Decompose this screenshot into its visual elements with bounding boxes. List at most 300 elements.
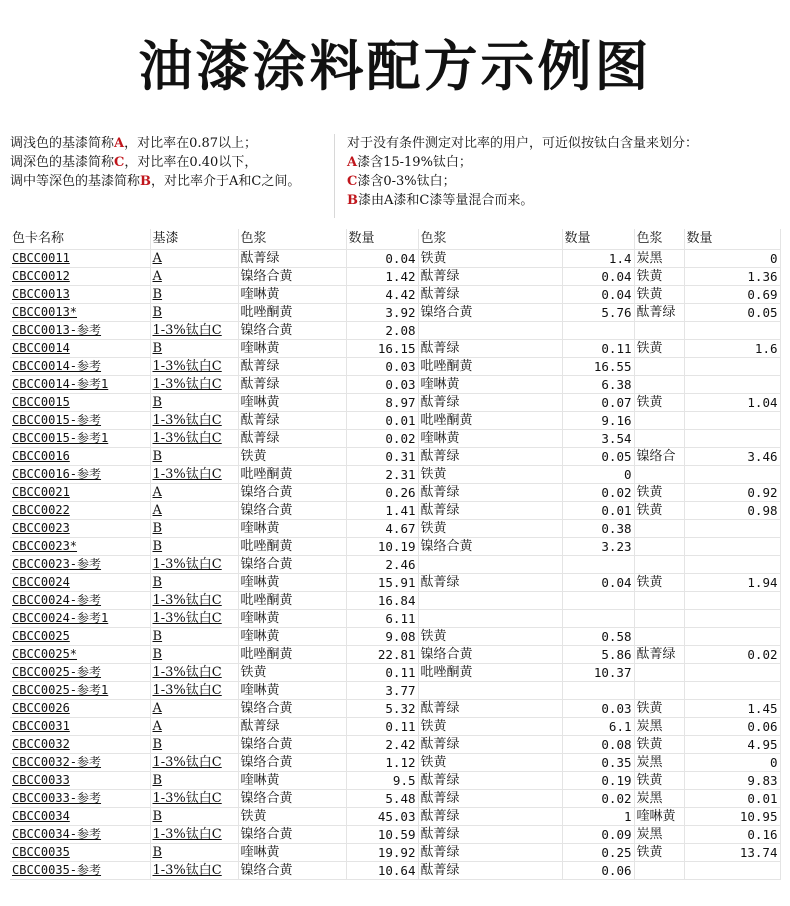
note-mark: A — [347, 155, 358, 170]
card-name-cell[interactable]: CBCC0025 — [10, 627, 150, 645]
base-cell: 1-3%钛白C — [150, 411, 238, 429]
col-header-paste-2: 色浆 — [418, 229, 562, 249]
qty-2-cell: 0.25 — [562, 843, 634, 861]
qty-1-cell: 0.11 — [346, 663, 418, 681]
base-cell: 1-3%钛白C — [150, 555, 238, 573]
table-row — [10, 411, 780, 429]
qty-1-cell: 0.02 — [346, 429, 418, 447]
paste-1-cell: 镍络合黄 — [238, 321, 346, 339]
qty-2-cell — [562, 681, 634, 699]
paste-2-cell: 铁黄 — [418, 249, 562, 267]
qty-1-cell: 4.42 — [346, 285, 418, 303]
paste-2-cell — [418, 609, 562, 627]
base-cell: B — [150, 339, 238, 357]
paste-2-cell: 酞菁绿 — [418, 267, 562, 285]
note-text: ，对比率在0.87以上； — [124, 136, 258, 151]
base-cell: B — [150, 645, 238, 663]
paste-1-cell: 酞菁绿 — [238, 357, 346, 375]
base-cell: 1-3%钛白C — [150, 681, 238, 699]
table-row — [10, 843, 780, 861]
qty-3-cell: 0 — [684, 753, 780, 771]
paste-1-cell: 喹啉黄 — [238, 843, 346, 861]
qty-1-cell: 0.04 — [346, 249, 418, 267]
paste-2-cell: 镍络合黄 — [418, 537, 562, 555]
base-cell: A — [150, 249, 238, 267]
qty-3-cell: 3.46 — [684, 447, 780, 465]
qty-3-cell — [684, 609, 780, 627]
paste-3-cell: 镍络合 — [634, 447, 684, 465]
paste-1-cell: 吡唑酮黄 — [238, 591, 346, 609]
paste-3-cell: 铁黄 — [634, 501, 684, 519]
card-name-cell[interactable]: CBCC0013-参考 — [10, 321, 150, 339]
base-cell: 1-3%钛白C — [150, 465, 238, 483]
table-row — [10, 519, 780, 537]
qty-1-cell: 45.03 — [346, 807, 418, 825]
paste-3-cell — [634, 555, 684, 573]
note-text: ，对比率介于A和C之间。 — [151, 174, 301, 189]
paste-2-cell: 镍络合黄 — [418, 645, 562, 663]
card-name-cell[interactable]: CBCC0022 — [10, 501, 150, 519]
qty-3-cell — [684, 663, 780, 681]
table-header-row — [10, 229, 780, 249]
table-row — [10, 771, 780, 789]
qty-3-cell: 1.36 — [684, 267, 780, 285]
paste-3-cell: 铁黄 — [634, 735, 684, 753]
paste-1-cell: 镍络合黄 — [238, 699, 346, 717]
qty-1-cell: 0.26 — [346, 483, 418, 501]
qty-3-cell: 0.92 — [684, 483, 780, 501]
paste-3-cell — [634, 519, 684, 537]
paste-3-cell: 炭黑 — [634, 825, 684, 843]
paste-3-cell: 炭黑 — [634, 753, 684, 771]
paste-3-cell — [634, 609, 684, 627]
qty-2-cell: 16.55 — [562, 357, 634, 375]
col-header-qty-1: 数量 — [346, 229, 418, 249]
table-row — [10, 825, 780, 843]
qty-1-cell: 0.03 — [346, 357, 418, 375]
qty-3-cell — [684, 555, 780, 573]
paste-1-cell: 吡唑酮黄 — [238, 465, 346, 483]
note-line — [347, 134, 780, 153]
qty-2-cell: 5.76 — [562, 303, 634, 321]
base-cell: 1-3%钛白C — [150, 663, 238, 681]
paste-2-cell: 吡唑酮黄 — [418, 411, 562, 429]
paste-3-cell — [634, 465, 684, 483]
qty-2-cell: 0.35 — [562, 753, 634, 771]
note-text: 调浅色的基漆简称 — [10, 136, 115, 151]
qty-2-cell: 0.09 — [562, 825, 634, 843]
paste-3-cell: 炭黑 — [634, 789, 684, 807]
table-row — [10, 483, 780, 501]
base-cell: B — [150, 735, 238, 753]
table-row — [10, 789, 780, 807]
paste-3-cell — [634, 861, 684, 879]
qty-1-cell: 9.5 — [346, 771, 418, 789]
paste-2-cell: 酞菁绿 — [418, 699, 562, 717]
qty-2-cell: 6.38 — [562, 375, 634, 393]
card-name-cell[interactable]: CBCC0023-参考 — [10, 555, 150, 573]
qty-1-cell: 16.84 — [346, 591, 418, 609]
col-header-qty-2: 数量 — [562, 229, 634, 249]
paste-1-cell: 喹啉黄 — [238, 519, 346, 537]
qty-2-cell: 0.04 — [562, 285, 634, 303]
table-row — [10, 699, 780, 717]
table-row — [10, 645, 780, 663]
paste-1-cell: 镍络合黄 — [238, 825, 346, 843]
card-name-cell[interactable]: CBCC0025-参考 — [10, 663, 150, 681]
table-row — [10, 591, 780, 609]
paste-3-cell — [634, 321, 684, 339]
base-cell: 1-3%钛白C — [150, 609, 238, 627]
base-cell: 1-3%钛白C — [150, 429, 238, 447]
col-header-qty-3: 数量 — [684, 229, 780, 249]
note-line — [347, 172, 780, 191]
paste-2-cell: 铁黄 — [418, 465, 562, 483]
card-name-cell[interactable]: CBCC0035-参考 — [10, 861, 150, 879]
base-cell: A — [150, 699, 238, 717]
note-text: 漆含0-3%钛白； — [357, 174, 456, 189]
paste-1-cell: 喹啉黄 — [238, 393, 346, 411]
qty-3-cell: 0.05 — [684, 303, 780, 321]
card-name-cell[interactable]: CBCC0016-参考 — [10, 465, 150, 483]
card-name-cell[interactable]: CBCC0015 — [10, 393, 150, 411]
table-row — [10, 285, 780, 303]
card-name-cell[interactable]: CBCC0033-参考 — [10, 789, 150, 807]
paste-3-cell — [634, 681, 684, 699]
col-header-card-name: 色卡名称 — [10, 229, 150, 249]
card-name-cell[interactable]: CBCC0021 — [10, 483, 150, 501]
paste-1-cell: 喹啉黄 — [238, 573, 346, 591]
card-name-cell[interactable]: CBCC0011 — [10, 249, 150, 267]
paste-3-cell — [634, 357, 684, 375]
paste-1-cell: 喹啉黄 — [238, 627, 346, 645]
card-name-cell[interactable]: CBCC0016 — [10, 447, 150, 465]
qty-1-cell: 3.77 — [346, 681, 418, 699]
paste-2-cell: 酞菁绿 — [418, 807, 562, 825]
paste-3-cell — [634, 411, 684, 429]
notes-left — [10, 134, 335, 218]
paste-1-cell: 铁黄 — [238, 447, 346, 465]
base-cell: 1-3%钛白C — [150, 591, 238, 609]
qty-2-cell: 3.23 — [562, 537, 634, 555]
notes-right — [347, 134, 780, 210]
paste-1-cell: 镍络合黄 — [238, 267, 346, 285]
paste-1-cell: 喹啉黄 — [238, 609, 346, 627]
paste-1-cell: 镍络合黄 — [238, 789, 346, 807]
base-cell: B — [150, 447, 238, 465]
paste-1-cell: 镍络合黄 — [238, 861, 346, 879]
card-name-cell[interactable]: CBCC0025-参考1 — [10, 681, 150, 699]
table-row — [10, 321, 780, 339]
paste-3-cell: 喹啉黄 — [634, 807, 684, 825]
qty-3-cell: 1.6 — [684, 339, 780, 357]
card-name-cell[interactable]: CBCC0024 — [10, 573, 150, 591]
qty-1-cell: 1.42 — [346, 267, 418, 285]
qty-2-cell: 1.4 — [562, 249, 634, 267]
paste-2-cell: 镍络合黄 — [418, 303, 562, 321]
base-cell: B — [150, 393, 238, 411]
card-name-cell[interactable]: CBCC0023 — [10, 519, 150, 537]
base-cell: B — [150, 843, 238, 861]
note-text: 调中等深色的基漆简称 — [10, 174, 141, 189]
paste-2-cell: 酞菁绿 — [418, 447, 562, 465]
qty-3-cell: 0 — [684, 249, 780, 267]
card-name-cell[interactable]: CBCC0025* — [10, 645, 150, 663]
qty-3-cell — [684, 357, 780, 375]
paste-2-cell: 铁黄 — [418, 717, 562, 735]
card-name-cell[interactable]: CBCC0013* — [10, 303, 150, 321]
qty-1-cell: 10.64 — [346, 861, 418, 879]
card-name-cell[interactable]: CBCC0013 — [10, 285, 150, 303]
qty-1-cell: 19.92 — [346, 843, 418, 861]
paste-2-cell: 喹啉黄 — [418, 375, 562, 393]
table-row — [10, 663, 780, 681]
qty-3-cell: 13.74 — [684, 843, 780, 861]
qty-3-cell: 1.04 — [684, 393, 780, 411]
card-name-cell[interactable]: CBCC0034 — [10, 807, 150, 825]
paste-2-cell: 酞菁绿 — [418, 861, 562, 879]
base-cell: 1-3%钛白C — [150, 861, 238, 879]
paste-3-cell: 炭黑 — [634, 249, 684, 267]
table-row — [10, 735, 780, 753]
qty-1-cell: 16.15 — [346, 339, 418, 357]
qty-1-cell: 3.92 — [346, 303, 418, 321]
note-mark: B — [347, 193, 358, 208]
col-header-paste-1: 色浆 — [238, 229, 346, 249]
paste-2-cell — [418, 681, 562, 699]
qty-2-cell — [562, 591, 634, 609]
note-text: 调深色的基漆简称 — [10, 155, 115, 170]
note-text: 漆含15-19%钛白； — [357, 155, 472, 170]
qty-2-cell: 0.02 — [562, 483, 634, 501]
paste-1-cell: 喹啉黄 — [238, 771, 346, 789]
paste-2-cell: 酞菁绿 — [418, 825, 562, 843]
notes-panel — [10, 134, 780, 218]
paste-2-cell: 吡唑酮黄 — [418, 357, 562, 375]
card-name-cell[interactable]: CBCC0031 — [10, 717, 150, 735]
qty-3-cell — [684, 429, 780, 447]
table-row — [10, 267, 780, 285]
paste-3-cell: 铁黄 — [634, 339, 684, 357]
table-row — [10, 627, 780, 645]
paste-1-cell: 酞菁绿 — [238, 249, 346, 267]
note-text: 漆由A漆和C漆等量混合而来。 — [358, 193, 534, 208]
qty-2-cell — [562, 321, 634, 339]
paste-3-cell — [634, 591, 684, 609]
table-row — [10, 375, 780, 393]
qty-1-cell: 9.08 — [346, 627, 418, 645]
qty-3-cell: 4.95 — [684, 735, 780, 753]
paste-3-cell: 酞菁绿 — [634, 645, 684, 663]
table-row — [10, 753, 780, 771]
qty-1-cell: 22.81 — [346, 645, 418, 663]
qty-2-cell: 5.86 — [562, 645, 634, 663]
base-cell: A — [150, 717, 238, 735]
table-row — [10, 501, 780, 519]
paste-3-cell — [634, 375, 684, 393]
note-text: ，对比率在0.40以下， — [124, 155, 258, 170]
paste-3-cell — [634, 627, 684, 645]
paste-1-cell: 酞菁绿 — [238, 375, 346, 393]
base-cell: 1-3%钛白C — [150, 375, 238, 393]
qty-3-cell — [684, 681, 780, 699]
card-name-cell[interactable]: CBCC0014-参考 — [10, 357, 150, 375]
note-mark: A — [114, 136, 125, 151]
base-cell: A — [150, 483, 238, 501]
paste-2-cell: 铁黄 — [418, 627, 562, 645]
base-cell: A — [150, 267, 238, 285]
qty-1-cell: 0.11 — [346, 717, 418, 735]
qty-2-cell: 0.06 — [562, 861, 634, 879]
qty-3-cell — [684, 537, 780, 555]
paste-2-cell: 酞菁绿 — [418, 393, 562, 411]
paste-3-cell: 铁黄 — [634, 843, 684, 861]
qty-3-cell: 0.98 — [684, 501, 780, 519]
paste-2-cell: 酞菁绿 — [418, 501, 562, 519]
card-name-cell[interactable]: CBCC0014 — [10, 339, 150, 357]
qty-2-cell: 0.38 — [562, 519, 634, 537]
qty-3-cell: 0.01 — [684, 789, 780, 807]
qty-2-cell: 0.07 — [562, 393, 634, 411]
note-text: 对于没有条件测定对比率的用户，可近似按钛白含量来划分： — [347, 136, 699, 151]
paste-2-cell: 喹啉黄 — [418, 429, 562, 447]
qty-1-cell: 4.67 — [346, 519, 418, 537]
qty-3-cell — [684, 627, 780, 645]
paste-3-cell: 炭黑 — [634, 717, 684, 735]
qty-3-cell: 0.06 — [684, 717, 780, 735]
qty-3-cell: 0.02 — [684, 645, 780, 663]
qty-3-cell — [684, 321, 780, 339]
base-cell: B — [150, 537, 238, 555]
paste-3-cell: 铁黄 — [634, 699, 684, 717]
qty-2-cell: 1 — [562, 807, 634, 825]
paste-2-cell: 铁黄 — [418, 753, 562, 771]
base-cell: 1-3%钛白C — [150, 753, 238, 771]
table-row — [10, 807, 780, 825]
card-name-cell[interactable]: CBCC0012 — [10, 267, 150, 285]
table-row — [10, 609, 780, 627]
card-name-cell[interactable]: CBCC0032 — [10, 735, 150, 753]
table-row — [10, 303, 780, 321]
qty-2-cell: 0.02 — [562, 789, 634, 807]
qty-3-cell — [684, 375, 780, 393]
qty-1-cell: 5.48 — [346, 789, 418, 807]
col-header-paste-3: 色浆 — [634, 229, 684, 249]
paste-1-cell: 铁黄 — [238, 807, 346, 825]
qty-2-cell — [562, 555, 634, 573]
table-row — [10, 555, 780, 573]
paste-1-cell: 喹啉黄 — [238, 285, 346, 303]
qty-1-cell: 2.08 — [346, 321, 418, 339]
qty-3-cell: 10.95 — [684, 807, 780, 825]
note-mark: C — [347, 174, 358, 189]
qty-2-cell: 0.01 — [562, 501, 634, 519]
paste-2-cell: 吡唑酮黄 — [418, 663, 562, 681]
card-name-cell[interactable]: CBCC0034-参考 — [10, 825, 150, 843]
paste-2-cell: 酞菁绿 — [418, 843, 562, 861]
table-row — [10, 249, 780, 267]
table-row — [10, 465, 780, 483]
qty-1-cell: 2.42 — [346, 735, 418, 753]
qty-1-cell: 6.11 — [346, 609, 418, 627]
qty-1-cell: 1.12 — [346, 753, 418, 771]
card-name-cell[interactable]: CBCC0024-参考1 — [10, 609, 150, 627]
qty-1-cell: 2.31 — [346, 465, 418, 483]
card-name-cell[interactable]: CBCC0032-参考 — [10, 753, 150, 771]
note-line — [10, 134, 334, 153]
qty-2-cell: 0.04 — [562, 573, 634, 591]
card-name-cell[interactable]: CBCC0026 — [10, 699, 150, 717]
base-cell: B — [150, 285, 238, 303]
paste-2-cell — [418, 321, 562, 339]
card-name-cell[interactable]: CBCC0023* — [10, 537, 150, 555]
qty-1-cell: 1.41 — [346, 501, 418, 519]
card-name-cell[interactable]: CBCC0024-参考 — [10, 591, 150, 609]
note-line — [347, 191, 780, 210]
base-cell: B — [150, 807, 238, 825]
base-cell: 1-3%钛白C — [150, 357, 238, 375]
card-name-cell[interactable]: CBCC0035 — [10, 843, 150, 861]
qty-2-cell: 9.16 — [562, 411, 634, 429]
base-cell: B — [150, 519, 238, 537]
card-name-cell[interactable]: CBCC0033 — [10, 771, 150, 789]
qty-2-cell — [562, 609, 634, 627]
formula-table — [10, 229, 781, 880]
paste-2-cell: 酞菁绿 — [418, 285, 562, 303]
page-title: 油漆涂料配方示例图 — [138, 35, 652, 98]
paste-3-cell: 铁黄 — [634, 771, 684, 789]
qty-2-cell: 0.58 — [562, 627, 634, 645]
base-cell: 1-3%钛白C — [150, 825, 238, 843]
note-line — [10, 153, 334, 172]
qty-3-cell — [684, 465, 780, 483]
paste-3-cell: 铁黄 — [634, 285, 684, 303]
qty-1-cell: 0.01 — [346, 411, 418, 429]
qty-2-cell: 0.11 — [562, 339, 634, 357]
paste-1-cell: 镍络合黄 — [238, 753, 346, 771]
qty-1-cell: 0.31 — [346, 447, 418, 465]
note-line — [347, 153, 780, 172]
paste-1-cell: 镍络合黄 — [238, 501, 346, 519]
paste-2-cell — [418, 555, 562, 573]
paste-1-cell: 喹啉黄 — [238, 681, 346, 699]
qty-1-cell: 10.59 — [346, 825, 418, 843]
base-cell: 1-3%钛白C — [150, 321, 238, 339]
base-cell: B — [150, 573, 238, 591]
table-row — [10, 357, 780, 375]
paste-3-cell: 铁黄 — [634, 393, 684, 411]
paste-2-cell: 酞菁绿 — [418, 789, 562, 807]
qty-2-cell: 0 — [562, 465, 634, 483]
qty-2-cell: 0.04 — [562, 267, 634, 285]
paste-3-cell — [634, 429, 684, 447]
card-name-cell[interactable]: CBCC0014-参考1 — [10, 375, 150, 393]
paste-1-cell: 镍络合黄 — [238, 735, 346, 753]
qty-3-cell: 9.83 — [684, 771, 780, 789]
table-row — [10, 681, 780, 699]
base-cell: B — [150, 771, 238, 789]
table-row — [10, 537, 780, 555]
qty-1-cell: 2.46 — [346, 555, 418, 573]
paste-1-cell: 吡唑酮黄 — [238, 303, 346, 321]
card-name-cell[interactable]: CBCC0015-参考 — [10, 411, 150, 429]
col-header-base: 基漆 — [150, 229, 238, 249]
paste-1-cell: 吡唑酮黄 — [238, 645, 346, 663]
qty-2-cell: 10.37 — [562, 663, 634, 681]
paste-3-cell — [634, 537, 684, 555]
base-cell: B — [150, 627, 238, 645]
card-name-cell[interactable]: CBCC0015-参考1 — [10, 429, 150, 447]
